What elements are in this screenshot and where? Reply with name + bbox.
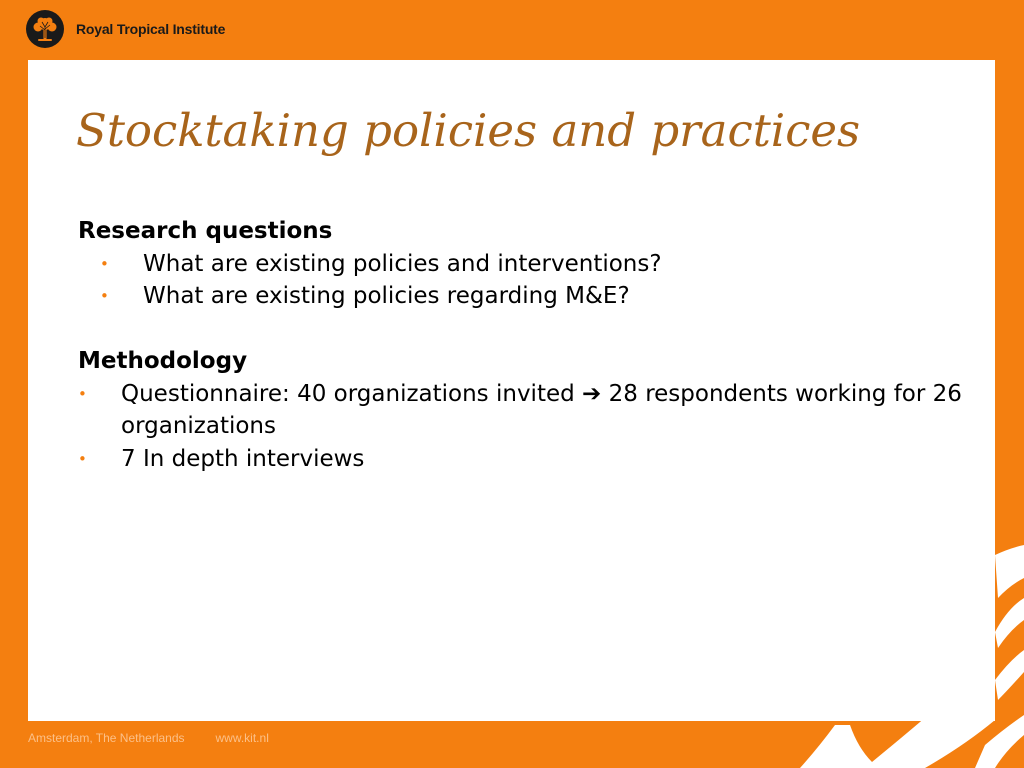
- list-item: [78, 248, 978, 281]
- arrow-right-icon: ➔: [582, 380, 602, 407]
- bullet-icon: •: [100, 254, 109, 273]
- brand-name: Royal Tropical Institute: [76, 21, 226, 37]
- slide-panel: [28, 60, 995, 721]
- list-item-text: 7 In depth interviews: [121, 445, 365, 472]
- slide-title: Stocktaking policies and practices: [76, 104, 861, 157]
- questionnaire-text: Questionnaire: 40 organizations invited: [121, 380, 575, 407]
- list-item-text: [78, 378, 978, 443]
- list-item: [78, 443, 978, 476]
- list-item: [78, 378, 978, 443]
- footer-url[interactable]: www.kit.nl: [215, 731, 269, 745]
- list-item-text: What are existing policies regarding M&E?: [143, 283, 630, 309]
- spacer: [78, 313, 978, 346]
- bullet-icon: •: [78, 384, 87, 403]
- list-item: [78, 280, 978, 313]
- list-item-text: What are existing policies and interventions?: [143, 250, 662, 277]
- bullet-icon: •: [78, 449, 87, 468]
- footer-location: Amsterdam, The Netherlands: [28, 731, 185, 745]
- respondents-text: 28 respondents working for 26 organizations: [121, 380, 962, 439]
- slide-content: [78, 215, 978, 475]
- section-heading-methodology: Methodology: [78, 348, 248, 374]
- section-heading-research: Research questions: [78, 218, 333, 244]
- bullet-icon: •: [100, 287, 109, 305]
- footer: [28, 731, 269, 745]
